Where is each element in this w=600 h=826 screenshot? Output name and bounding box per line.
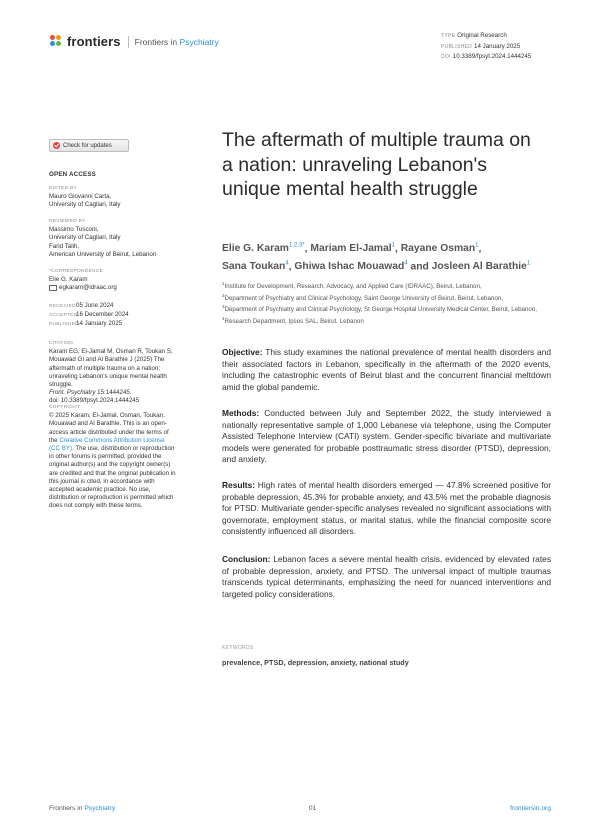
methods-label: Methods: (222, 408, 260, 418)
keywords: prevalence, PTSD, depression, anxiety, national study (222, 658, 409, 667)
copyright-label: COPYRIGHT (49, 405, 81, 410)
accepted-label: ACCEPTED (49, 313, 78, 319)
reviewer-name: Massimo Tusconi, (49, 226, 99, 234)
article-title: The aftermath of multiple trauma on a nation: unraveling Lebanon's unique mental health struggle (222, 129, 531, 200)
license-link[interactable]: Creative Commons Attribution License (CC BY). (49, 436, 165, 453)
citation (49, 340, 177, 406)
article-meta (441, 31, 531, 63)
author[interactable]: Mariam El-Jamal$^1$ (310, 243, 396, 255)
author[interactable]: Josleen Al Barathie$^1$ (431, 260, 531, 273)
copyright-text: © 2025 Karam, El-Jamal, Osman, Toukan, Mouawad and Al Barathie. This is an open-access article distributed under the terms of the (49, 412, 169, 444)
journal-name[interactable] (135, 37, 219, 47)
received-date: 05 June 2024 (76, 302, 114, 309)
affiliation: Department of Psychiatry and Clinical Psychology, Saint George University of Beirut, Beirut, Lebanon, (224, 294, 503, 302)
objective-text: This study examines the national prevalence of mental health disorders and their associated factors in Lebanon, specifically in the aftermath of the 2020 events, including the catastrophic events of Beirut blast and the concurrent financial meltdown amid the global pandemic. (222, 347, 551, 392)
doi-label: DOI (441, 54, 451, 60)
keywords-label: KEYWORDS (222, 645, 254, 651)
author[interactable]: Sana Toukan$^4$ (222, 260, 289, 273)
footer-journal[interactable]: Frontiers in Psychiatry (49, 805, 116, 812)
check-icon (53, 142, 60, 149)
divider (128, 36, 129, 48)
frontiers-logo[interactable] (50, 34, 219, 49)
editor-name: Mauro Giovanni Carta, (49, 193, 112, 201)
conclusion-text: Lebanon faces a severe mental health crisis, evidenced by elevated rates of probable depression, anxiety, and PTSD. The universal impact of multiple traumas transcends typical determinants, emphasizing the need for nuanced interventions and targeted policy considerations. (222, 554, 552, 599)
correspondence-email[interactable]: egkaram@idraac.org (59, 284, 117, 292)
methods-text: Conducted between July and September 2022, the study interviewed a nationally representative sample of 1,000 Lebanese via telephone, using the Computer Assisted Telephone Interview (CATI) system. Gender-specific bivariate and multivariate models were generated for probable posttraumatic stress disorder (PTSD), depression, and anxiety. (222, 408, 551, 465)
journal-title: Psychiatry (179, 36, 219, 47)
objective-label: Objective: (222, 347, 263, 357)
edited-by (49, 185, 184, 210)
abstract-methods (222, 408, 551, 466)
editor-affiliation: University of Cagliari, Italy (49, 201, 121, 209)
author[interactable]: Rayane Osman$^1$ (400, 243, 479, 255)
reviewer-affiliation: American University of Beirut, Lebanon (49, 250, 157, 258)
reviewer-affiliation: University of Cagliari, Italy (49, 234, 121, 242)
copyright-terms: The use, distribution or reproduction in other forums is permitted, provided the original author(s) and the copyright owner(s) are credited and that the original publication in this journal is cited, in accordance with accepted academic practice. No use, distribution or reproduction is permitted which does not comply with these terms. (49, 445, 176, 510)
check-for-updates-button[interactable] (49, 139, 129, 152)
reviewed-by (49, 218, 184, 259)
correspondence-name: Elie G. Karam (49, 276, 88, 284)
check-for-updates-label: Check for updates (63, 142, 112, 149)
abstract-objective (222, 347, 551, 393)
conclusion-label: Conclusion: (222, 554, 271, 564)
published-date: 14 January 2025 (76, 320, 123, 328)
results-text: High rates of mental health disorders emerged — 47.8% screened positive for probable depression, 45.3% for probable anxiety, and 43.5% met the probable diagnosis for PTSD. Multivariate gender-specific analyses revealed no significant associations with governorate, employment status, or marital status, while the financial composite score consistently influenced all disorders. (222, 480, 552, 537)
citation-volume: 15:1444245. (97, 389, 132, 397)
type-value: Original Research (457, 32, 507, 39)
published-label: PUBLISHED (441, 43, 473, 50)
abstract-results (222, 480, 551, 538)
affiliation: Department of Psychiatry and Clinical Psychology, St George Hospital University Medical Center, Beirut, Lebanon, (224, 306, 538, 314)
accepted-date: 16 December 2024 (76, 311, 129, 319)
published-label: PUBLISHED (49, 322, 79, 328)
received-label: RECEIVED (49, 304, 76, 309)
citation-journal: Front. Psychiatry (49, 389, 96, 397)
author-list: Elie G. Karam$^{1,2,3*}$, Mariam El-Jamal$^1$, Rayane Osman$^1$, Sana Toukan$^4$, Ghiwa Ishac Mouawad$^4$ and Josleen Al Barathie$^1$ (222, 243, 531, 273)
citation-label: CITATION (49, 341, 74, 346)
reviewed-by-label: REVIEWED BY (49, 219, 86, 224)
abstract-conclusion (222, 554, 551, 600)
citation-doi[interactable]: doi: 10.3389/fpsyt.2024.1444245 (49, 397, 140, 405)
correspondence-email-row[interactable] (49, 284, 184, 292)
reviewer-name: Farid Talih, (49, 242, 80, 250)
affiliation: Research Department, Ipsos SAL, Beirut, Lebanon (224, 318, 364, 326)
citation-text: Karam EG, El-Jamal M, Osman R, Toukan S, Mouawad GI and Al Barathie J (2025) The aftermath of multiple trauma on a nation: unraveling Lebanon's unique mental health struggle. (49, 348, 173, 389)
page-footer (49, 805, 551, 812)
envelope-icon (49, 285, 57, 291)
correspondence (49, 268, 184, 293)
doi-value[interactable]: 10.3389/fpsyt.2024.1444245 (452, 53, 532, 60)
correspondence-label: *CORRESPONDENCE (49, 269, 104, 274)
type-label: TYPE (441, 33, 456, 39)
affiliation: Institute for Development, Research, Advocacy, and Applied Care (IDRAAC), Beirut, Lebanon, (224, 283, 482, 291)
brand-name: frontiers (67, 34, 121, 49)
journal-prefix: Frontiers in (134, 36, 178, 47)
published-value: 14 January 2025 (474, 42, 521, 50)
author[interactable]: Elie G. Karam$^{1,2,3*}$ (222, 243, 305, 255)
affiliations: $^1$Institute for Development, Research, Advocacy, and Applied Care (IDRAAC), Beirut, Lebanon, $^2$Department of Psychiatry and Clinical Psychology, Saint George University of Beirut, Beirut, Lebanon, $^3$Department of Psychiatry and Clinical Psychology, St George Hospital University Medical Center, Beirut, Lebanon, $^4$Research Department, Ipsos SAL, Beirut, Lebanon (222, 281, 538, 326)
footer-site-link[interactable]: frontiersin.org (510, 805, 551, 812)
open-access-label: OPEN ACCESS (49, 171, 97, 178)
results-label: Results: (222, 480, 256, 490)
edited-by-label: EDITED BY (49, 186, 78, 191)
copyright (49, 404, 177, 511)
frontiers-logo-icon (50, 35, 64, 49)
page-number: 01 (308, 805, 317, 812)
author[interactable]: Ghiwa Ishac Mouawad$^4$ (294, 260, 408, 273)
article-dates (49, 302, 184, 330)
